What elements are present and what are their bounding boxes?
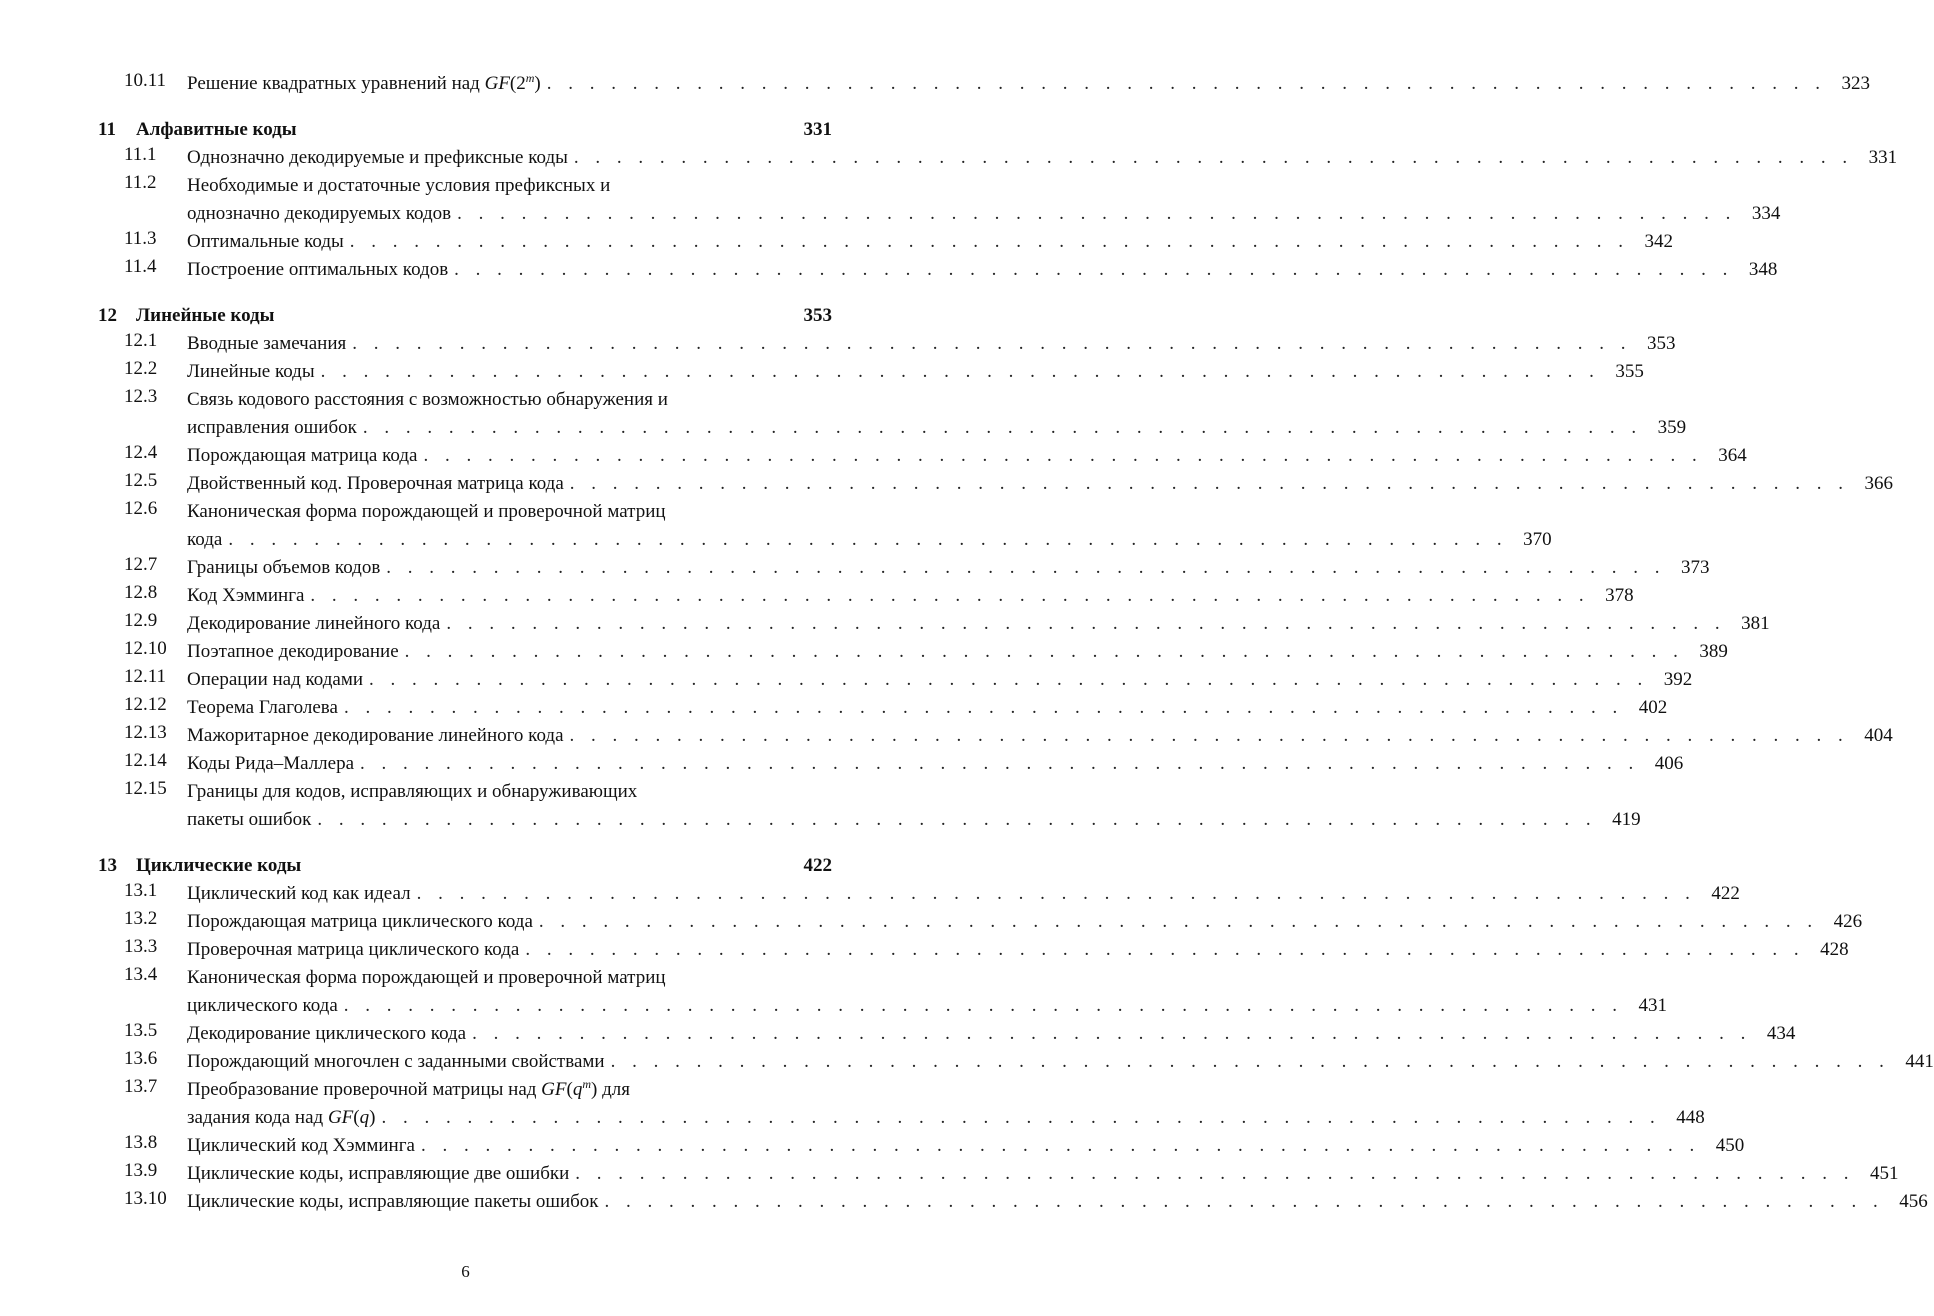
section-number: 11.2 bbox=[124, 172, 157, 193]
toc-section-11-3 bbox=[98, 228, 1674, 256]
leader-dots: . . . . . . . . . . . . . . . . . . . . . . . . . . . . . . . . . . . . . . . . . . . . . . . . . . . . . . . . . . . . bbox=[404, 641, 1684, 662]
section-number: 12.6 bbox=[124, 498, 158, 519]
section-title bbox=[187, 1048, 1934, 1076]
leader-dots: . . . . . . . . . . . . . . . . . . . . . . . . . . . . . . . . . . . . . . . . . . . . . . . . . . . . . . . . . . . . bbox=[457, 203, 1737, 224]
section-title-line: Коды Рида–Маллера . . . . . . . . . . . . . . . . . . . . . . . . . . . . . . . . . . . . . . . . . . . . . . . . . . . . . . . . . . . . 406 bbox=[187, 750, 832, 778]
section-number: 12.10 bbox=[124, 638, 167, 659]
toc-section-12-3 bbox=[98, 386, 1687, 442]
chapter-page: 353 bbox=[803, 305, 832, 326]
section-number: 12.11 bbox=[124, 666, 167, 687]
chapter-number: 12 bbox=[98, 305, 117, 326]
section-number: 12.7 bbox=[124, 554, 158, 575]
section-page: 323 bbox=[1841, 73, 1870, 94]
section-number: 11.1 bbox=[124, 144, 157, 165]
section-number: 13.9 bbox=[124, 1160, 158, 1181]
section-title bbox=[187, 1076, 1705, 1132]
section-number: 11.3 bbox=[124, 228, 157, 249]
section-title-line: Циклические коды, исправляющие пакеты ошибок . . . . . . . . . . . . . . . . . . . . . . . . . . . . . . . . . . . . . . . . . . . . . . . . . . . . . . . . . . . . 456 bbox=[187, 1188, 832, 1216]
toc-section-12-2 bbox=[98, 358, 1644, 386]
section-title-line: Линейные коды . . . . . . . . . . . . . . . . . . . . . . . . . . . . . . . . . . . . . . . . . . . . . . . . . . . . . . . . . . . . 355 bbox=[187, 358, 832, 386]
leader-dots: . . . . . . . . . . . . . . . . . . . . . . . . . . . . . . . . . . . . . . . . . . . . . . . . . . . . . . . . . . . . bbox=[420, 1135, 1701, 1156]
section-title-line: однозначно декодируемых кодов . . . . . . . . . . . . . . . . . . . . . . . . . . . . . . . . . . . . . . . . . . . . . . . . . . . . . . . . . . . . 334 bbox=[187, 200, 832, 228]
leader-dots: . . . . . . . . . . . . . . . . . . . . . . . . . . . . . . . . . . . . . . . . . . . . . . . . . . . . . . . . . . . . bbox=[317, 809, 1597, 830]
section-page: 389 bbox=[1699, 641, 1728, 662]
section-number: 11.4 bbox=[124, 256, 157, 277]
toc-section-12-7 bbox=[98, 554, 1710, 582]
leader-dots: . . . . . . . . . . . . . . . . . . . . . . . . . . . . . . . . . . . . . . . . . . . . . . . . . . . . . . . . . . . . bbox=[569, 725, 1849, 746]
chapter-number: 11 bbox=[98, 119, 116, 140]
leader-dots: . . . . . . . . . . . . . . . . . . . . . . . . . . . . . . . . . . . . . . . . . . . . . . . . . . . . . . . . . . . . bbox=[386, 557, 1666, 578]
leader-dots: . . . . . . . . . . . . . . . . . . . . . . . . . . . . . . . . . . . . . . . . . . . . . . . . . . . . . . . . . . . . bbox=[573, 147, 1854, 168]
chapter-page: 422 bbox=[803, 855, 832, 876]
leader-dots: . . . . . . . . . . . . . . . . . . . . . . . . . . . . . . . . . . . . . . . . . . . . . . . . . . . . . . . . . . . . bbox=[472, 1023, 1752, 1044]
section-number: 12.3 bbox=[124, 386, 158, 407]
toc-section-13-8 bbox=[98, 1132, 1745, 1160]
section-title bbox=[187, 610, 1770, 638]
section-page: 450 bbox=[1715, 1135, 1745, 1156]
leader-dots: . . . . . . . . . . . . . . . . . . . . . . . . . . . . . . . . . . . . . . . . . . . . . . . . . . . . . . . . . . . . bbox=[575, 1163, 1855, 1184]
section-title-line: Порождающая матрица кода . . . . . . . . . . . . . . . . . . . . . . . . . . . . . . . . . . . . . . . . . . . . . . . . . . . . . . . . . . . . 364 bbox=[187, 442, 832, 470]
toc-section-12-1 bbox=[98, 330, 1676, 358]
toc-section-12-5 bbox=[98, 470, 1894, 498]
section-page: 370 bbox=[1523, 529, 1552, 550]
section-page: 431 bbox=[1638, 995, 1668, 1016]
section-title-line: Теорема Глаголева . . . . . . . . . . . . . . . . . . . . . . . . . . . . . . . . . . . . . . . . . . . . . . . . . . . . . . . . . . . . 402 bbox=[187, 694, 832, 722]
toc-section-13-10 bbox=[98, 1188, 1928, 1216]
section-title-line: Мажоритарное декодирование линейного кода . . . . . . . . . . . . . . . . . . . . . . . . . . . . . . . . . . . . . . . . . . . . . . . . . . . . . . . . . . . . 404 bbox=[187, 722, 832, 750]
section-page: 402 bbox=[1638, 697, 1668, 718]
section-page: 366 bbox=[1864, 473, 1894, 494]
toc-section-12-11 bbox=[98, 666, 1693, 694]
section-number: 12.13 bbox=[124, 722, 167, 743]
section-number: 13.7 bbox=[124, 1076, 158, 1097]
section-number: 12.4 bbox=[124, 442, 158, 463]
section-title bbox=[187, 70, 1870, 98]
section-page: 456 bbox=[1899, 1191, 1928, 1212]
section-title-line: Порождающий многочлен с заданными свойствами . . . . . . . . . . . . . . . . . . . . . . . . . . . . . . . . . . . . . . . . . . . . . . . . . . . . . . . . . . . . 441 bbox=[187, 1048, 832, 1076]
section-page: 378 bbox=[1605, 585, 1634, 606]
toc-section-12-10 bbox=[98, 638, 1728, 666]
section-number: 12.1 bbox=[124, 330, 158, 351]
section-page: 392 bbox=[1663, 669, 1693, 690]
section-title bbox=[187, 964, 1668, 1020]
chapter-page: 331 bbox=[803, 119, 832, 140]
section-title bbox=[187, 582, 1634, 610]
section-title-line: Каноническая форма порождающей и проверочной матриц bbox=[187, 501, 666, 522]
section-title-line: Границы для кодов, исправляющих и обнаруживающих bbox=[187, 781, 638, 802]
leader-dots: . . . . . . . . . . . . . . . . . . . . . . . . . . . . . . . . . . . . . . . . . . . . . . . . . . . . . . . . . . . . bbox=[604, 1191, 1884, 1212]
section-title bbox=[187, 386, 1687, 442]
section-title bbox=[187, 498, 1552, 554]
section-title bbox=[187, 1188, 1928, 1216]
leader-dots: . . . . . . . . . . . . . . . . . . . . . . . . . . . . . . . . . . . . . . . . . . . . . . . . . . . . . . . . . . . . bbox=[416, 883, 1696, 904]
section-page: 448 bbox=[1676, 1107, 1705, 1128]
toc-section-12-9 bbox=[98, 610, 1770, 638]
chapter-title: Циклические коды bbox=[136, 855, 302, 876]
page-number: 6 bbox=[461, 1262, 470, 1281]
toc-section-12-15 bbox=[98, 778, 1641, 834]
section-title bbox=[187, 330, 1676, 358]
section-page: 426 bbox=[1833, 911, 1863, 932]
section-title bbox=[187, 228, 1674, 256]
leader-dots: . . . . . . . . . . . . . . . . . . . . . . . . . . . . . . . . . . . . . . . . . . . . . . . . . . . . . . . . . . . . bbox=[352, 333, 1632, 354]
section-number: 13.2 bbox=[124, 908, 158, 929]
leader-dots: . . . . . . . . . . . . . . . . . . . . . . . . . . . . . . . . . . . . . . . . . . . . . . . . . . . . . . . . . . . . bbox=[423, 445, 1703, 466]
section-title-line: пакеты ошибок . . . . . . . . . . . . . . . . . . . . . . . . . . . . . . . . . . . . . . . . . . . . . . . . . . . . . . . . . . . . 419 bbox=[187, 806, 832, 834]
section-page: 331 bbox=[1868, 147, 1898, 168]
section-title bbox=[187, 694, 1668, 722]
section-title bbox=[187, 778, 1641, 834]
section-page: 373 bbox=[1681, 557, 1710, 578]
section-title-line: кода . . . . . . . . . . . . . . . . . . . . . . . . . . . . . . . . . . . . . . . . . . . . . . . . . . . . . . . . . . . . 370 bbox=[187, 526, 832, 554]
leader-dots: . . . . . . . . . . . . . . . . . . . . . . . . . . . . . . . . . . . . . . . . . . . . . . . . . . . . . . . . . . . . bbox=[343, 697, 1624, 718]
section-number: 13.8 bbox=[124, 1132, 158, 1153]
toc-section-12-13 bbox=[98, 722, 1893, 750]
section-page: 359 bbox=[1657, 417, 1687, 438]
toc-section-11-1 bbox=[98, 144, 1898, 172]
section-title-line: задания кода над GF(q) . . . . . . . . . . . . . . . . . . . . . . . . . . . . . . . . . . . . . . . . . . . . . . . . . . . . . . . . . . . . 448 bbox=[187, 1104, 832, 1132]
section-title bbox=[187, 722, 1893, 750]
leader-dots: . . . . . . . . . . . . . . . . . . . . . . . . . . . . . . . . . . . . . . . . . . . . . . . . . . . . . . . . . . . . bbox=[525, 939, 1805, 960]
section-title-line: Циклический код как идеал . . . . . . . . . . . . . . . . . . . . . . . . . . . . . . . . . . . . . . . . . . . . . . . . . . . . . . . . . . . . 422 bbox=[187, 880, 832, 908]
section-title-line: Поэтапное декодирование . . . . . . . . . . . . . . . . . . . . . . . . . . . . . . . . . . . . . . . . . . . . . . . . . . . . . . . . . . . . 389 bbox=[187, 638, 832, 666]
leader-dots: . . . . . . . . . . . . . . . . . . . . . . . . . . . . . . . . . . . . . . . . . . . . . . . . . . . . . . . . . . . . bbox=[369, 669, 1649, 690]
section-title bbox=[187, 442, 1747, 470]
section-title-line: Декодирование циклического кода . . . . . . . . . . . . . . . . . . . . . . . . . . . . . . . . . . . . . . . . . . . . . . . . . . . . . . . . . . . . 434 bbox=[187, 1020, 832, 1048]
section-title bbox=[187, 144, 1898, 172]
chapter-number: 13 bbox=[98, 855, 117, 876]
section-number: 10.11 bbox=[124, 70, 167, 91]
leader-dots: . . . . . . . . . . . . . . . . . . . . . . . . . . . . . . . . . . . . . . . . . . . . . . . . . . . . . . . . . . . . bbox=[360, 753, 1640, 774]
section-title bbox=[187, 666, 1693, 694]
toc-section-13-4 bbox=[98, 964, 1668, 1020]
section-title bbox=[187, 908, 1863, 936]
section-page: 334 bbox=[1751, 203, 1781, 224]
section-page: 441 bbox=[1905, 1051, 1934, 1072]
section-number: 12.15 bbox=[124, 778, 167, 799]
section-number: 13.5 bbox=[124, 1020, 158, 1041]
section-title bbox=[187, 936, 1849, 964]
section-page: 342 bbox=[1644, 231, 1674, 252]
section-title bbox=[187, 172, 1781, 228]
leader-dots: . . . . . . . . . . . . . . . . . . . . . . . . . . . . . . . . . . . . . . . . . . . . . . . . . . . . . . . . . . . . bbox=[310, 585, 1590, 606]
toc-chapter-11 bbox=[98, 116, 832, 144]
leader-dots: . . . . . . . . . . . . . . . . . . . . . . . . . . . . . . . . . . . . . . . . . . . . . . . . . . . . . . . . . . . . bbox=[454, 259, 1734, 280]
section-number: 13.1 bbox=[124, 880, 158, 901]
chapter-title: Линейные коды bbox=[136, 305, 275, 326]
leader-dots: . . . . . . . . . . . . . . . . . . . . . . . . . . . . . . . . . . . . . . . . . . . . . . . . . . . . . . . . . . . . bbox=[610, 1051, 1890, 1072]
toc-section-13-9 bbox=[98, 1160, 1899, 1188]
section-number: 12.2 bbox=[124, 358, 158, 379]
toc-section-12-6 bbox=[98, 498, 1552, 554]
section-page: 404 bbox=[1864, 725, 1893, 746]
leader-dots: . . . . . . . . . . . . . . . . . . . . . . . . . . . . . . . . . . . . . . . . . . . . . . . . . . . . . . . . . . . . bbox=[381, 1107, 1661, 1128]
section-title bbox=[187, 1132, 1745, 1160]
section-page: 355 bbox=[1615, 361, 1644, 382]
toc-section-11-2 bbox=[98, 172, 1781, 228]
section-page: 364 bbox=[1718, 445, 1747, 466]
section-title-line: исправления ошибок . . . . . . . . . . . . . . . . . . . . . . . . . . . . . . . . . . . . . . . . . . . . . . . . . . . . . . . . . . . . 359 bbox=[187, 414, 832, 442]
section-page: 419 bbox=[1612, 809, 1641, 830]
leader-dots: . . . . . . . . . . . . . . . . . . . . . . . . . . . . . . . . . . . . . . . . . . . . . . . . . . . . . . . . . . . . bbox=[546, 73, 1826, 94]
section-number: 13.10 bbox=[124, 1188, 167, 1209]
section-title-line: Проверочная матрица циклического кода . . . . . . . . . . . . . . . . . . . . . . . . . . . . . . . . . . . . . . . . . . . . . . . . . . . . . . . . . . . . 428 bbox=[187, 936, 832, 964]
section-title-line: Однозначно декодируемые и префиксные коды . . . . . . . . . . . . . . . . . . . . . . . . . . . . . . . . . . . . . . . . . . . . . . . . . . . . . . . . . . . . 331 bbox=[187, 144, 832, 172]
section-title bbox=[187, 554, 1710, 582]
section-title bbox=[187, 256, 1778, 284]
toc-section-12-14 bbox=[98, 750, 1684, 778]
section-page: 422 bbox=[1711, 883, 1740, 904]
section-title-line: Циклические коды, исправляющие две ошибки . . . . . . . . . . . . . . . . . . . . . . . . . . . . . . . . . . . . . . . . . . . . . . . . . . . . . . . . . . . . 451 bbox=[187, 1160, 832, 1188]
section-title-line: Двойственный код. Проверочная матрица кода . . . . . . . . . . . . . . . . . . . . . . . . . . . . . . . . . . . . . . . . . . . . . . . . . . . . . . . . . . . . 366 bbox=[187, 470, 832, 498]
section-title-line: Решение квадратных уравнений над GF(2$^m$) . . . . . . . . . . . . . . . . . . . . . . . . . . . . . . . . . . . . . . . . . . . . . . . . . . . . . . . . . . . . 323 bbox=[187, 70, 832, 98]
section-page: 406 bbox=[1654, 753, 1684, 774]
section-number: 12.8 bbox=[124, 582, 158, 603]
toc-section-12-8 bbox=[98, 582, 1634, 610]
section-title-line: Каноническая форма порождающей и проверочной матриц bbox=[187, 967, 666, 988]
leader-dots: . . . . . . . . . . . . . . . . . . . . . . . . . . . . . . . . . . . . . . . . . . . . . . . . . . . . . . . . . . . . bbox=[446, 613, 1726, 634]
section-number: 12.14 bbox=[124, 750, 167, 771]
section-title bbox=[187, 638, 1728, 666]
section-title-line: Границы объемов кодов . . . . . . . . . . . . . . . . . . . . . . . . . . . . . . . . . . . . . . . . . . . . . . . . . . . . . . . . . . . . 373 bbox=[187, 554, 832, 582]
section-number: 12.9 bbox=[124, 610, 158, 631]
toc-section-11-4 bbox=[98, 256, 1778, 284]
leader-dots: . . . . . . . . . . . . . . . . . . . . . . . . . . . . . . . . . . . . . . . . . . . . . . . . . . . . . . . . . . . . bbox=[538, 911, 1819, 932]
leader-dots: . . . . . . . . . . . . . . . . . . . . . . . . . . . . . . . . . . . . . . . . . . . . . . . . . . . . . . . . . . . . bbox=[349, 231, 1630, 252]
toc-section-13-1 bbox=[98, 880, 1740, 908]
section-title bbox=[187, 750, 1684, 778]
section-page: 451 bbox=[1870, 1163, 1899, 1184]
leader-dots: . . . . . . . . . . . . . . . . . . . . . . . . . . . . . . . . . . . . . . . . . . . . . . . . . . . . . . . . . . . . bbox=[343, 995, 1624, 1016]
section-title-line: Циклический код Хэмминга . . . . . . . . . . . . . . . . . . . . . . . . . . . . . . . . . . . . . . . . . . . . . . . . . . . . . . . . . . . . 450 bbox=[187, 1132, 832, 1160]
leader-dots: . . . . . . . . . . . . . . . . . . . . . . . . . . . . . . . . . . . . . . . . . . . . . . . . . . . . . . . . . . . . bbox=[228, 529, 1508, 550]
toc-section-12-4 bbox=[98, 442, 1747, 470]
toc-section-13-5 bbox=[98, 1020, 1796, 1048]
section-page: 353 bbox=[1647, 333, 1676, 354]
section-page: 381 bbox=[1741, 613, 1770, 634]
section-title-line: Код Хэмминга . . . . . . . . . . . . . . . . . . . . . . . . . . . . . . . . . . . . . . . . . . . . . . . . . . . . . . . . . . . . 378 bbox=[187, 582, 832, 610]
section-number: 13.4 bbox=[124, 964, 158, 985]
section-title-line: Оптимальные коды . . . . . . . . . . . . . . . . . . . . . . . . . . . . . . . . . . . . . . . . . . . . . . . . . . . . . . . . . . . . 342 bbox=[187, 228, 832, 256]
toc-section-13-7 bbox=[98, 1076, 1705, 1132]
section-title bbox=[187, 880, 1740, 908]
section-page: 434 bbox=[1766, 1023, 1796, 1044]
table-of-contents bbox=[98, 70, 1934, 1216]
leader-dots: . . . . . . . . . . . . . . . . . . . . . . . . . . . . . . . . . . . . . . . . . . . . . . . . . . . . . . . . . . . . bbox=[362, 417, 1643, 438]
section-number: 13.6 bbox=[124, 1048, 158, 1069]
section-title-line: Вводные замечания . . . . . . . . . . . . . . . . . . . . . . . . . . . . . . . . . . . . . . . . . . . . . . . . . . . . . . . . . . . . 353 bbox=[187, 330, 832, 358]
chapter-title: Алфавитные коды bbox=[136, 119, 297, 140]
section-title-line: Операции над кодами . . . . . . . . . . . . . . . . . . . . . . . . . . . . . . . . . . . . . . . . . . . . . . . . . . . . . . . . . . . . 392 bbox=[187, 666, 832, 694]
leader-dots: . . . . . . . . . . . . . . . . . . . . . . . . . . . . . . . . . . . . . . . . . . . . . . . . . . . . . . . . . . . . bbox=[569, 473, 1850, 494]
toc-section-13-6 bbox=[98, 1048, 1934, 1076]
section-title bbox=[187, 470, 1894, 498]
section-title-line: циклического кода . . . . . . . . . . . . . . . . . . . . . . . . . . . . . . . . . . . . . . . . . . . . . . . . . . . . . . . . . . . . 431 bbox=[187, 992, 832, 1020]
section-title bbox=[187, 358, 1644, 386]
toc-section-13-2 bbox=[98, 908, 1863, 936]
section-page: 348 bbox=[1748, 259, 1778, 280]
toc-chapter-13 bbox=[98, 852, 832, 880]
section-title bbox=[187, 1160, 1899, 1188]
section-title bbox=[187, 1020, 1796, 1048]
section-number: 12.12 bbox=[124, 694, 167, 715]
section-number: 12.5 bbox=[124, 470, 158, 491]
toc-chapter-12 bbox=[98, 302, 832, 330]
toc-section-12-12 bbox=[98, 694, 1668, 722]
section-page: 428 bbox=[1820, 939, 1849, 960]
leader-dots: . . . . . . . . . . . . . . . . . . . . . . . . . . . . . . . . . . . . . . . . . . . . . . . . . . . . . . . . . . . . bbox=[320, 361, 1600, 382]
section-title-line: Необходимые и достаточные условия префиксных и bbox=[187, 175, 611, 196]
toc-section-13-3 bbox=[98, 936, 1849, 964]
section-title-line: Порождающая матрица циклического кода . . . . . . . . . . . . . . . . . . . . . . . . . . . . . . . . . . . . . . . . . . . . . . . . . . . . . . . . . . . . 426 bbox=[187, 908, 832, 936]
toc-section-10-11 bbox=[98, 70, 1870, 98]
section-title-line: Построение оптимальных кодов . . . . . . . . . . . . . . . . . . . . . . . . . . . . . . . . . . . . . . . . . . . . . . . . . . . . . . . . . . . . 348 bbox=[187, 256, 832, 284]
section-title-line: Декодирование линейного кода . . . . . . . . . . . . . . . . . . . . . . . . . . . . . . . . . . . . . . . . . . . . . . . . . . . . . . . . . . . . 381 bbox=[187, 610, 832, 638]
section-title-line: Преобразование проверочной матрицы над $GF(q^m)$ для bbox=[187, 1077, 630, 1100]
section-number: 13.3 bbox=[124, 936, 158, 957]
section-title-line: Связь кодового расстояния с возможностью обнаружения и bbox=[187, 389, 668, 410]
